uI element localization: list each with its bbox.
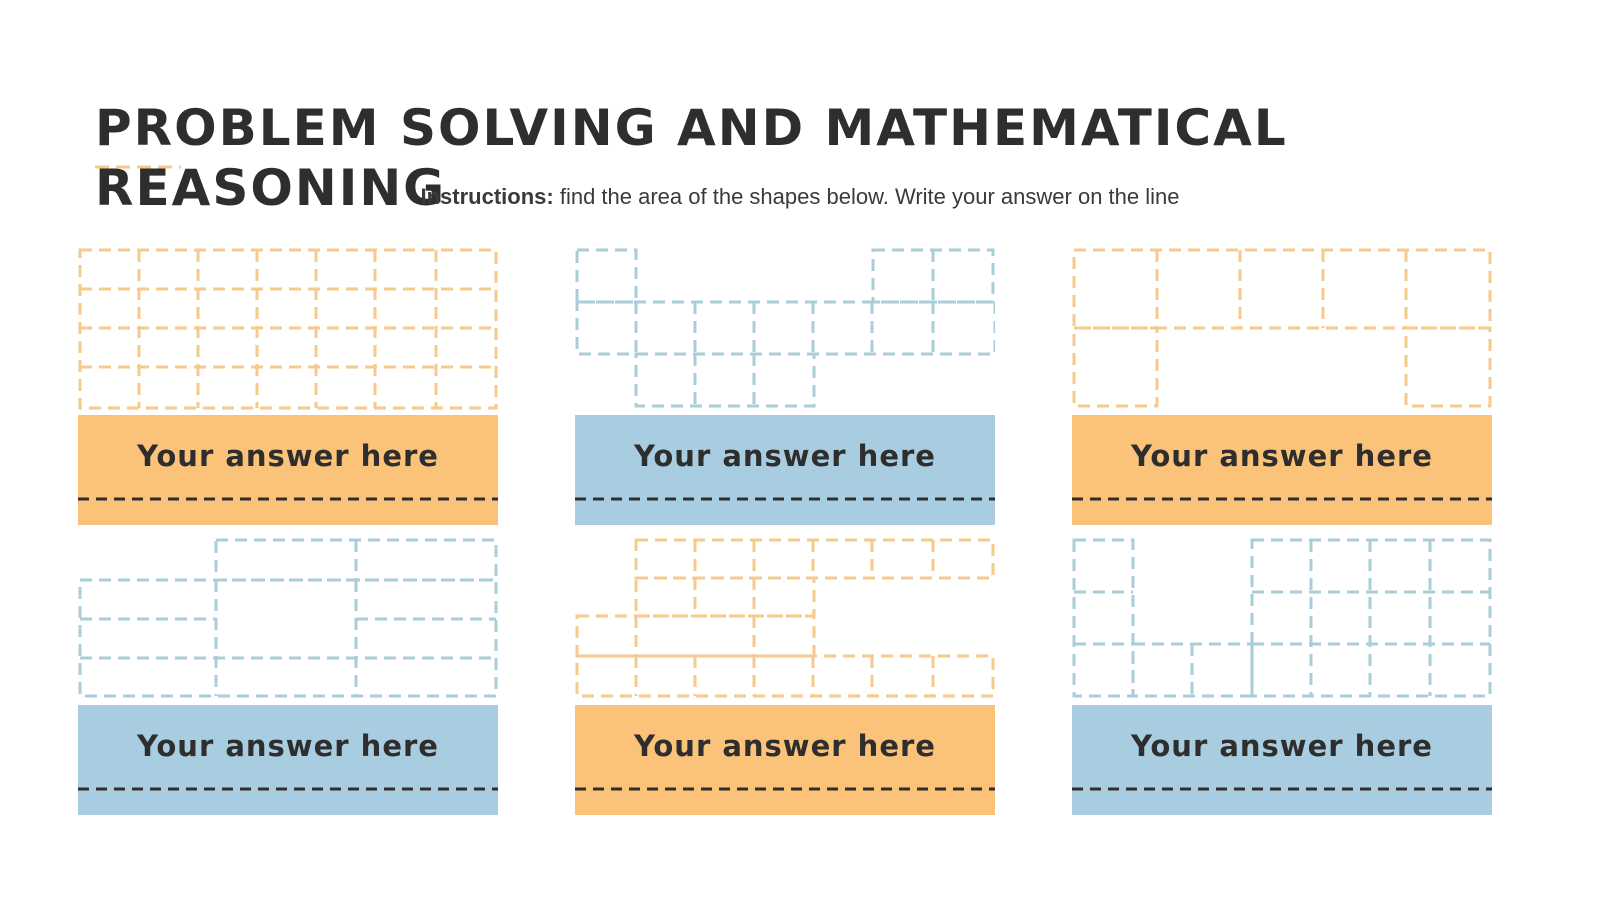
instructions-label: Instructions:	[420, 184, 554, 209]
shape-3-grid	[1072, 248, 1492, 410]
title-underline-dash	[95, 164, 185, 170]
answer-box[interactable]	[78, 415, 498, 525]
instructions	[0, 184, 1600, 210]
answer-line	[1072, 497, 1492, 501]
answer-line	[575, 497, 995, 501]
shape-6-grid	[1072, 538, 1492, 700]
answer-box[interactable]	[78, 705, 498, 815]
answer-line	[1072, 787, 1492, 791]
answer-box[interactable]	[575, 415, 995, 525]
answer-line	[78, 787, 498, 791]
answer-label: Your answer here	[634, 439, 936, 473]
answer-label: Your answer here	[634, 729, 936, 763]
page-title: PROBLEM SOLVING AND MATHEMATICAL REASONING	[95, 99, 1288, 217]
answer-label: Your answer here	[137, 439, 439, 473]
instructions-text: find the area of the shapes below. Write your answer on the line	[553, 184, 1180, 209]
answer-line	[575, 787, 995, 791]
shape-4-grid	[78, 538, 498, 700]
answer-line	[78, 497, 498, 501]
answer-label: Your answer here	[137, 729, 439, 763]
answer-box[interactable]	[575, 705, 995, 815]
answer-label: Your answer here	[1131, 439, 1433, 473]
shape-5-grid	[575, 538, 995, 700]
answer-box[interactable]	[1072, 415, 1492, 525]
shape-1-grid	[78, 248, 498, 410]
answer-box[interactable]	[1072, 705, 1492, 815]
answer-label: Your answer here	[1131, 729, 1433, 763]
shape-2-grid	[575, 248, 995, 410]
